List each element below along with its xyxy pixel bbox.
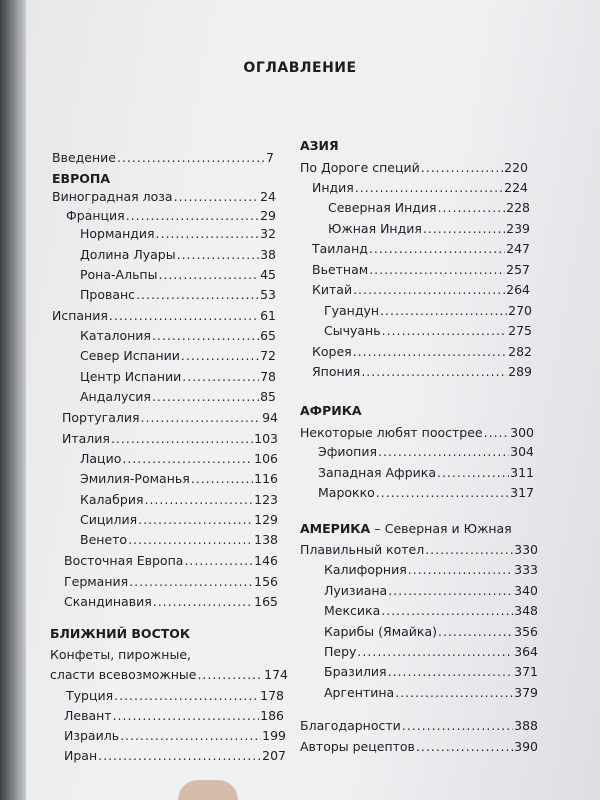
toc-entry xyxy=(80,287,276,305)
toc-entry-page: 103 xyxy=(254,431,278,446)
section-heading-europe: ЕВРОПА xyxy=(52,171,110,186)
toc-leader-dots xyxy=(355,180,503,195)
toc-entry-page: 275 xyxy=(508,323,532,338)
toc-entry-label: Каталония xyxy=(80,328,151,343)
toc-entry-label: Рона-Альпы xyxy=(80,267,158,282)
toc-entry-label: Карибы (Ямайка) xyxy=(324,624,438,639)
toc-leader-dots xyxy=(174,189,260,204)
toc-entry-page: 247 xyxy=(506,241,530,256)
toc-leader-dots xyxy=(122,451,253,466)
toc-entry xyxy=(80,512,278,530)
toc-entry xyxy=(328,200,530,218)
toc-leader-dots xyxy=(388,583,513,598)
section-heading-asia: АЗИЯ xyxy=(300,138,339,153)
toc-entry-label: Лацио xyxy=(80,451,122,466)
toc-entry xyxy=(324,664,538,682)
toc-leader-dots xyxy=(153,594,253,609)
toc-entry-label: Израиль xyxy=(64,728,120,743)
toc-entry-page: 300 xyxy=(510,425,534,440)
toc-entry xyxy=(324,603,538,621)
toc-entry-page: 38 xyxy=(260,247,276,262)
toc-entry-label: Долина Луары xyxy=(80,247,176,262)
toc-entry-page: 220 xyxy=(504,160,528,175)
toc-entry xyxy=(64,708,284,726)
toc-entry-page: 390 xyxy=(514,739,538,754)
toc-leader-dots xyxy=(182,369,259,384)
toc-leader-dots xyxy=(437,465,509,480)
toc-entry-label: Прованс xyxy=(80,287,136,302)
toc-entry-label: Введение xyxy=(52,150,116,165)
toc-entry-page: 178 xyxy=(260,688,284,703)
toc-leader-dots xyxy=(156,226,260,241)
toc-leader-dots xyxy=(361,364,507,379)
toc-entry xyxy=(312,241,530,259)
toc-leader-dots xyxy=(141,410,262,425)
toc-leader-dots xyxy=(111,431,253,446)
toc-entry-label: Иран xyxy=(64,748,98,763)
toc-leader-dots xyxy=(113,708,260,723)
toc-entry xyxy=(64,728,286,746)
toc-entry xyxy=(300,425,534,443)
toc-leader-dots xyxy=(382,323,508,338)
toc-entry xyxy=(300,718,538,736)
toc-entry xyxy=(324,562,538,580)
section-heading-america xyxy=(300,521,512,536)
toc-entry-label: Луизиана xyxy=(324,583,388,598)
toc-leader-dots xyxy=(138,512,253,527)
toc-leader-dots xyxy=(438,624,513,639)
toc-entry-page: 317 xyxy=(510,485,534,500)
toc-entry-label: Мексика xyxy=(324,603,381,618)
toc-leader-dots xyxy=(395,685,513,700)
toc-entry xyxy=(64,553,278,571)
toc-entry xyxy=(80,389,276,407)
toc-entry xyxy=(64,574,278,592)
toc-leader-dots xyxy=(98,748,261,763)
toc-entry-label: Скандинавия xyxy=(64,594,152,609)
toc-entry-page: 282 xyxy=(508,344,532,359)
toc-leader-dots xyxy=(177,247,260,262)
toc-leader-dots xyxy=(376,485,509,500)
toc-leader-dots xyxy=(117,150,265,165)
toc-entry-page: 388 xyxy=(514,718,538,733)
america-heading-text: АМЕРИКА xyxy=(300,521,371,536)
toc-entry xyxy=(324,583,538,601)
toc-entry-label: Германия xyxy=(64,574,129,589)
toc-entry-page: 333 xyxy=(514,562,538,577)
toc-entry xyxy=(300,739,538,757)
toc-entry xyxy=(62,431,278,449)
toc-leader-dots xyxy=(369,241,505,256)
toc-entry-label: Таиланд xyxy=(312,241,368,256)
toc-entry-label: Калабрия xyxy=(80,492,144,507)
toc-entry-page: 32 xyxy=(260,226,276,241)
toc-entry-page: 224 xyxy=(504,180,528,195)
toc-leader-dots xyxy=(191,471,253,486)
toc-entry-page: 61 xyxy=(260,308,276,323)
toc-entry-label: Центр Испании xyxy=(80,369,182,384)
toc-entry-label: Южная Индия xyxy=(328,221,422,236)
toc-entry-page: 330 xyxy=(514,542,538,557)
toc-entry-page: 7 xyxy=(266,150,274,165)
toc-entry xyxy=(328,221,530,239)
toc-entry xyxy=(300,160,528,178)
toc-entry-label: Франция xyxy=(66,208,125,223)
toc-entry-page: 257 xyxy=(506,262,530,277)
toc-leader-dots xyxy=(181,348,259,363)
toc-leader-dots xyxy=(128,532,253,547)
toc-entry xyxy=(80,369,276,387)
mideast-first-line: Конфеты, пирожные, xyxy=(50,647,192,662)
toc-entry-label: Восточная Европа xyxy=(64,553,184,568)
toc-entry-page: 65 xyxy=(260,328,276,343)
toc-entry-label: Вьетнам xyxy=(312,262,369,277)
toc-entry-page: 174 xyxy=(264,667,288,682)
toc-entry xyxy=(66,208,276,226)
toc-entry xyxy=(80,532,278,550)
toc-entry-page: 94 xyxy=(262,410,278,425)
toc-leader-dots xyxy=(152,389,259,404)
toc-entry-page: 123 xyxy=(254,492,278,507)
toc-entry-label: Китай xyxy=(312,282,353,297)
toc-entry-label: Турция xyxy=(66,688,114,703)
toc-entry xyxy=(80,267,276,285)
toc-entry xyxy=(300,542,538,560)
toc-leader-dots xyxy=(197,667,263,682)
toc-entry-label: Благодарности xyxy=(300,718,401,733)
toc-entry-label: Венето xyxy=(80,532,128,547)
toc-leader-dots xyxy=(353,344,507,359)
toc-entry xyxy=(64,594,278,612)
toc-entry-label: Некоторые любят поострее xyxy=(300,425,483,440)
toc-entry xyxy=(62,410,278,428)
toc-entry-page: 146 xyxy=(254,553,278,568)
toc-entry-label: Гуандун xyxy=(324,303,380,318)
toc-leader-dots xyxy=(416,739,513,754)
toc-entry-page: 228 xyxy=(506,200,530,215)
toc-leader-dots xyxy=(109,308,259,323)
toc-entry-label: Сицилия xyxy=(80,512,138,527)
toc-entry xyxy=(312,262,530,280)
toc-entry-page: 304 xyxy=(510,444,534,459)
toc-entry-page: 270 xyxy=(508,303,532,318)
toc-entry xyxy=(80,471,278,489)
toc-leader-dots xyxy=(369,262,505,277)
toc-entry-label: По Дороге специй xyxy=(300,160,420,175)
toc-entry xyxy=(324,644,538,662)
toc-entry-page: 264 xyxy=(506,282,530,297)
toc-entry xyxy=(312,364,532,382)
toc-entry-label: Марокко xyxy=(318,485,375,500)
toc-entry-label: Португалия xyxy=(62,410,140,425)
toc-leader-dots xyxy=(484,425,510,440)
toc-entry-page: 348 xyxy=(514,603,538,618)
toc-leader-dots xyxy=(423,221,505,236)
toc-entry xyxy=(318,444,534,462)
toc-entry xyxy=(312,282,530,300)
toc-entry xyxy=(52,150,274,168)
toc-entry-label: Авторы рецептов xyxy=(300,739,415,754)
toc-entry-page: 165 xyxy=(254,594,278,609)
toc-entry-page: 379 xyxy=(514,685,538,700)
toc-entry-label: Левант xyxy=(64,708,112,723)
toc-entry-label: Испания xyxy=(52,308,108,323)
toc-entry-label: Эфиопия xyxy=(318,444,378,459)
toc-entry xyxy=(80,247,276,265)
toc-entry xyxy=(52,308,276,326)
toc-entry-page: 311 xyxy=(510,465,534,480)
toc-entry-label: Бразилия xyxy=(324,664,387,679)
toc-entry xyxy=(50,667,288,685)
toc-leader-dots xyxy=(114,688,259,703)
section-heading-africa: АФРИКА xyxy=(300,403,362,418)
toc-entry-label: Север Испании xyxy=(80,348,180,363)
toc-leader-dots xyxy=(144,492,253,507)
toc-leader-dots xyxy=(425,542,513,557)
toc-entry-label: Сычуань xyxy=(324,323,381,338)
toc-entry xyxy=(318,485,534,503)
toc-entry xyxy=(52,189,276,207)
america-subtitle: – Северная и Южная xyxy=(374,521,512,536)
toc-entry-page: 340 xyxy=(514,583,538,598)
toc-entry xyxy=(312,344,532,362)
toc-entry-label: Италия xyxy=(62,431,110,446)
toc-entry-page: 85 xyxy=(260,389,276,404)
toc-entry-label: Япония xyxy=(312,364,361,379)
toc-entry-label: Аргентина xyxy=(324,685,395,700)
toc-entry-page: 53 xyxy=(260,287,276,302)
toc-entry-label: Андалусия xyxy=(80,389,151,404)
toc-leader-dots xyxy=(129,574,253,589)
toc-entry-page: 186 xyxy=(260,708,284,723)
toc-leader-dots xyxy=(353,282,505,297)
toc-entry xyxy=(324,624,538,642)
toc-leader-dots xyxy=(388,664,514,679)
toc-entry-page: 24 xyxy=(260,189,276,204)
toc-leader-dots xyxy=(357,644,513,659)
book-spine xyxy=(0,0,26,800)
toc-entry xyxy=(324,685,538,703)
toc-entry-label: Индия xyxy=(312,180,354,195)
toc-leader-dots xyxy=(438,200,506,215)
toc-entry-page: 199 xyxy=(262,728,286,743)
toc-entry-page: 371 xyxy=(514,664,538,679)
toc-entry-page: 356 xyxy=(514,624,538,639)
toc-entry-page: 72 xyxy=(260,348,276,363)
toc-leader-dots xyxy=(421,160,503,175)
toc-leader-dots xyxy=(152,328,259,343)
toc-leader-dots xyxy=(136,287,259,302)
toc-entry-label: сласти всевозможные xyxy=(50,667,197,682)
toc-entry-page: 129 xyxy=(254,512,278,527)
toc-leader-dots xyxy=(402,718,513,733)
toc-entry-page: 239 xyxy=(506,221,530,236)
toc-entry xyxy=(80,492,278,510)
toc-leader-dots xyxy=(380,303,507,318)
toc-leader-dots xyxy=(158,267,259,282)
toc-entry-page: 364 xyxy=(514,644,538,659)
toc-entry-page: 29 xyxy=(260,208,276,223)
toc-entry xyxy=(324,303,532,321)
toc-entry-page: 106 xyxy=(254,451,278,466)
toc-leader-dots xyxy=(184,553,253,568)
toc-entry-page: 156 xyxy=(254,574,278,589)
toc-entry-page: 78 xyxy=(260,369,276,384)
section-heading-mideast: БЛИЖНИЙ ВОСТОК xyxy=(50,626,191,641)
toc-entry xyxy=(318,465,534,483)
toc-leader-dots xyxy=(126,208,259,223)
toc-entry xyxy=(80,348,276,366)
toc-entry-label: Эмилия-Романья xyxy=(80,471,190,486)
toc-entry-page: 116 xyxy=(254,471,278,486)
toc-entry xyxy=(80,328,276,346)
toc-entry-label: Перу xyxy=(324,644,357,659)
toc-entry-label: Плавильный котел xyxy=(300,542,425,557)
toc-entry xyxy=(66,688,284,706)
toc-entry-label: Калифорния xyxy=(324,562,407,577)
toc-entry-label: Виноградная лоза xyxy=(52,189,173,204)
toc-entry xyxy=(80,226,276,244)
toc-entry-page: 207 xyxy=(262,748,286,763)
toc-entry xyxy=(80,451,278,469)
toc-entry xyxy=(312,180,528,198)
toc-entry-page: 138 xyxy=(254,532,278,547)
toc-leader-dots xyxy=(120,728,261,743)
toc-entry-label: Западная Африка xyxy=(318,465,436,480)
page-title: ОГЛАВЛЕНИЕ xyxy=(243,60,357,76)
thumb-shadow xyxy=(178,780,238,800)
toc-leader-dots xyxy=(381,603,513,618)
toc-entry-page: 45 xyxy=(260,267,276,282)
toc-leader-dots xyxy=(378,444,509,459)
toc-entry xyxy=(324,323,532,341)
toc-entry-label: Корея xyxy=(312,344,352,359)
toc-leader-dots xyxy=(408,562,513,577)
toc-entry-page: 289 xyxy=(508,364,532,379)
toc-entry-label: Северная Индия xyxy=(328,200,437,215)
toc-entry-label: Нормандия xyxy=(80,226,155,241)
toc-entry xyxy=(64,748,286,766)
